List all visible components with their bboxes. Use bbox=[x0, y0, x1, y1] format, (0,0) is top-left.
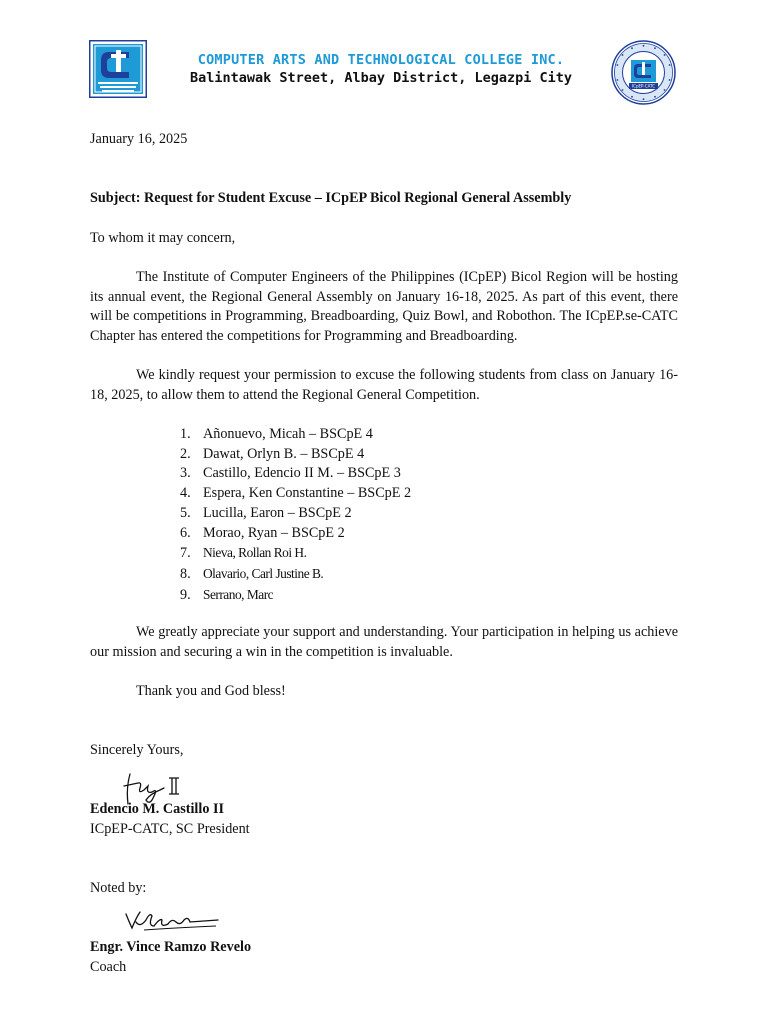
letter-date: January 16, 2025 bbox=[90, 131, 188, 147]
list-item: 5. Lucilla, Earon – BSCpE 2 bbox=[180, 504, 352, 521]
list-item: 7. Nieva, Rollan Roi H. bbox=[180, 545, 307, 562]
coach-name: Engr. Vince Ramzo Revelo bbox=[90, 939, 252, 955]
list-item: 9. Serrano, Marc bbox=[180, 586, 274, 603]
coach-title: Coach bbox=[90, 959, 127, 975]
college-address: Balintawak Street, Albay District, Legazpi City bbox=[189, 70, 572, 86]
college-logo-icon bbox=[89, 40, 147, 98]
signer-title: ICpEP-CATC, SC President bbox=[90, 821, 250, 837]
signature-coach-icon bbox=[122, 908, 222, 934]
closing: Sincerely Yours, bbox=[90, 742, 184, 758]
chapter-seal-icon bbox=[611, 40, 676, 105]
college-name: COMPUTER ARTS AND TECHNOLOGICAL COLLEGE INC. bbox=[197, 52, 565, 68]
paragraph-intro: The Institute of Computer Engineers of the Philippines (ICpEP) Bicol Region will be hosting its annual event, the Regional General Assembly on January 16-18, 2025. As part of this event, there will be competitions in Programming, Breadboarding, Quiz Bowl, and Robothon. The ICpEP.se-CATC Chapter has entered the competitions for Programming and Breadboarding. bbox=[90, 269, 678, 345]
noted-by-label: Noted by: bbox=[90, 880, 147, 896]
salutation: To whom it may concern, bbox=[90, 230, 236, 246]
list-item: 2. Dawat, Orlyn B. – BSCpE 4 bbox=[180, 445, 365, 462]
list-item: 8. Olavario, Carl Justine B. bbox=[180, 565, 324, 582]
student-list bbox=[180, 425, 411, 605]
letter-subject: Subject: Request for Student Excuse – ICpEP Bicol Regional General Assembly bbox=[90, 190, 572, 206]
signer-name: Edencio M. Castillo II bbox=[90, 801, 224, 817]
paragraph-appreciation: We greatly appreciate your support and understanding. Your participation in helping us achieve our mission and securing a win in the competition is invaluable. bbox=[90, 624, 678, 660]
list-item: 4. Espera, Ken Constantine – BSCpE 2 bbox=[180, 485, 412, 502]
seal-text: ICpEP-CATC bbox=[631, 83, 656, 89]
list-item: 6. Morao, Ryan – BSCpE 2 bbox=[180, 524, 345, 541]
list-item: 3. Castillo, Edencio II M. – BSCpE 3 bbox=[180, 465, 401, 482]
thanks-line: Thank you and God bless! bbox=[136, 683, 286, 699]
list-item: 1. Añonuevo, Micah – BSCpE 4 bbox=[180, 426, 373, 442]
paragraph-request: We kindly request your permission to excuse the following students from class on January 16- 18, 2025, to allow them to attend the Regional General Competition. bbox=[90, 367, 678, 403]
